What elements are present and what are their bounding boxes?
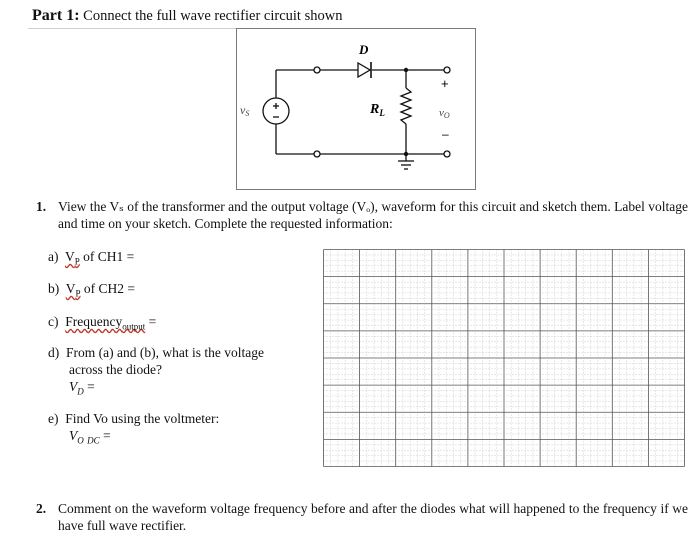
item-c (48, 314, 156, 332)
item-d-marker: d) (48, 345, 60, 360)
load-label-sub: L (379, 108, 385, 118)
item-b (48, 281, 135, 299)
voltage-source-symbol (263, 98, 289, 124)
item-b-var-sub: P (75, 288, 81, 299)
terminal-top-left (314, 67, 320, 73)
item-a (48, 249, 134, 267)
item-a-var: V (65, 249, 75, 264)
item-a-rest: of CH1 = (79, 249, 135, 264)
question-2 (36, 500, 688, 534)
item-e-var: V (69, 428, 78, 443)
item-d-equation (69, 378, 264, 401)
terminal-out-bottom (444, 151, 450, 157)
item-e (48, 410, 219, 450)
sketch-grid (323, 249, 685, 467)
node-dot-top (404, 68, 408, 72)
item-d-var-sub: D (77, 386, 84, 397)
output-label-sub: O (443, 111, 450, 120)
item-e-line1: Find Vo using the voltmeter: (65, 411, 220, 426)
item-e-line1-row (48, 410, 219, 427)
item-c-rest: = (145, 314, 157, 329)
question-2-number: 2. (36, 501, 47, 516)
output-label-main: v (439, 107, 444, 119)
question-1-text: View the Vₛ of the transformer and the output voltage (Vₒ), waveform for this circuit and sketch them. Label voltage and time on your sketch. Complete the requested information: (58, 199, 688, 231)
question-2-text: Comment on the waveform voltage frequency before and after the diodes what will happened to the frequency if we have full wave rectifier. (58, 501, 688, 533)
item-c-word (65, 314, 146, 332)
source-label-sub: S (245, 109, 250, 118)
source-label (240, 103, 249, 118)
item-b-rest: of CH2 = (80, 281, 136, 296)
item-e-equation (69, 427, 219, 450)
output-minus-sign: – (442, 127, 449, 141)
item-d-line2: across the diode? (69, 362, 162, 377)
diode-label: D (359, 42, 369, 57)
item-b-variable (65, 281, 81, 299)
item-d-var: V (69, 379, 78, 394)
item-d (48, 344, 264, 401)
source-label-main: v (240, 103, 246, 117)
item-d-line1: From (a) and (b), what is the voltage (66, 345, 264, 360)
item-e-var-sub2: DC (87, 435, 100, 446)
node-dot-bottom (404, 152, 408, 156)
terminal-bottom-left (314, 151, 320, 157)
output-voltage-label (439, 107, 450, 120)
question-1 (36, 198, 688, 232)
item-b-var: V (65, 281, 76, 296)
item-c-marker: c) (48, 314, 59, 329)
part-title (32, 7, 342, 25)
item-a-variable (65, 249, 80, 267)
rectifier-circuit-diagram (236, 28, 476, 190)
item-a-var-sub: P (74, 256, 80, 267)
part-label: Part 1: (32, 7, 80, 24)
load-resistor-label (369, 102, 385, 118)
title-underline (28, 28, 253, 29)
output-plus-sign: + (441, 76, 449, 91)
item-d-eq: = (83, 379, 95, 394)
item-e-marker: e) (48, 411, 59, 426)
item-a-marker: a) (48, 249, 59, 264)
load-label-main: R (370, 102, 380, 117)
item-d-line1-row (48, 344, 264, 361)
terminal-out-top (444, 67, 450, 73)
question-1-number: 1. (36, 199, 47, 214)
part-instruction: Connect the full wave rectifier circuit shown (83, 8, 343, 24)
item-b-marker: b) (48, 281, 60, 296)
item-c-word-main: Frequency (65, 314, 123, 329)
item-e-var-sub1: O (77, 435, 84, 446)
item-c-word-sub: output (122, 321, 146, 332)
load-resistor-symbol (401, 88, 411, 124)
item-e-eq: = (99, 428, 111, 443)
diode-symbol (358, 63, 370, 77)
